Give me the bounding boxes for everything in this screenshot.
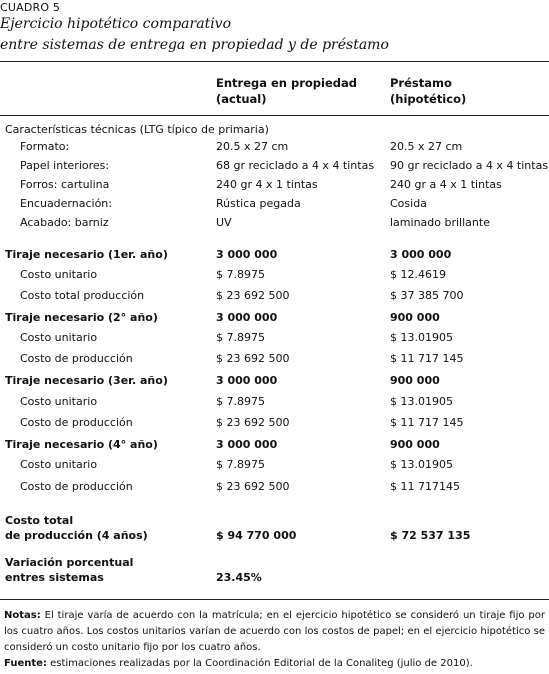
row-label: Encuadernación: [20,197,112,210]
table-row [0,413,549,433]
cell-prestamo: $ 12.4619 [390,268,446,281]
table-row [0,213,549,233]
variation-value: 23.45% [216,571,262,584]
column-header-propiedad-line-2: (actual) [216,92,267,106]
source-text: estimaciones realizadas por la Coordinación Editorial de la Conaliteg (julio de 2010). [46,658,473,669]
row-label: Costo unitario [20,395,98,408]
year-3-label: Tiraje necesario (3er. año) [5,374,168,387]
cell-prestamo: $ 11 717 145 [390,352,464,365]
bottom-rule [0,599,549,600]
total-label [5,513,148,543]
column-header-propiedad-line-1: Entrega en propiedad [216,76,357,90]
column-header-prestamo-line-2: (hipotético) [390,92,467,106]
row-label: Formato: [20,140,70,153]
table-title-line-2: entre sistemas de entrega en propiedad y de préstamo [0,37,389,53]
variation-label-line-2: entres sistemas [5,571,104,584]
cell-propiedad: $ 23 692 500 [216,480,290,493]
table-row [0,328,549,348]
variation-label-line-1: Variación porcentual [5,556,134,569]
table-row [0,265,549,285]
row-label: Costo unitario [20,331,98,344]
table-notes [4,608,545,672]
row-label: Costo de producción [20,480,133,493]
table-row [0,392,549,412]
year-1-label: Tiraje necesario (1er. año) [5,248,168,261]
table-row [0,194,549,214]
source-label: Fuente: [4,658,47,669]
table-row [0,477,549,497]
total-prestamo: $ 72 537 135 [390,529,471,542]
variation-label [5,555,133,585]
total-propiedad: $ 94 770 000 [216,529,297,542]
cell-prestamo: $ 11 717 145 [390,416,464,429]
row-label: Papel interiores: [20,159,110,172]
table-row [0,455,549,475]
year-4-label: Tiraje necesario (4° año) [5,438,158,451]
notes-label: Notas: [4,610,41,621]
year-2-propiedad: 3 000 000 [216,311,278,324]
cell-prestamo: $ 37 385 700 [390,289,464,302]
row-label: Costo total producción [20,289,145,302]
row-label: Costo unitario [20,458,98,471]
notes-text: El tiraje varía de acuerdo con la matrícula; en el ejercicio hipotético se consideró un tiraje fijo por los cuatro años. Los costos unitarios varían de acuerdo con los costos de papel; en el ejercicio hipotético se consideró un costo unitario fijo por los cuatro años. [4,610,545,653]
year-3-propiedad: 3 000 000 [216,374,278,387]
cell-propiedad: 240 gr 4 x 1 tintas [216,178,318,191]
total-label-line-1: Costo total [5,514,74,527]
cell-propiedad: $ 23 692 500 [216,416,290,429]
row-label: Costo de producción [20,416,133,429]
year-2-label: Tiraje necesario (2° año) [5,311,158,324]
cell-propiedad: $ 7.8975 [216,458,265,471]
year-1-prestamo: 3 000 000 [390,248,452,261]
tech-heading: Características técnicas (LTG típico de primaria) [5,123,269,136]
cell-prestamo: $ 11 717145 [390,480,460,493]
row-label: Acabado: barniz [20,216,109,229]
cell-prestamo: laminado brillante [390,216,490,229]
cell-prestamo: 20.5 x 27 cm [390,140,463,153]
header-rule [0,115,549,116]
cell-prestamo: 90 gr reciclado a 4 x 4 tintas [390,159,549,172]
row-label: Costo de producción [20,352,133,365]
column-header-prestamo-line-1: Préstamo [390,76,452,90]
table-title-line-1: Ejercicio hipotético comparativo [0,16,232,32]
table-row [0,286,549,306]
year-1-propiedad: 3 000 000 [216,248,278,261]
year-3-prestamo: 900 000 [390,374,440,387]
table-label: CUADRO 5 [0,1,61,14]
table-row [0,349,549,369]
year-4-row [0,435,549,455]
cell-propiedad: 68 gr reciclado a 4 x 4 tintas [216,159,375,172]
cell-prestamo: $ 13.01905 [390,395,453,408]
row-label: Costo unitario [20,268,98,281]
year-2-row [0,308,549,328]
cell-propiedad: $ 23 692 500 [216,352,290,365]
cell-propiedad: $ 7.8975 [216,395,265,408]
year-4-prestamo: 900 000 [390,438,440,451]
table-row [0,175,549,195]
top-rule [0,61,549,62]
source-paragraph [4,656,545,672]
cell-propiedad: $ 23 692 500 [216,289,290,302]
cell-propiedad: 20.5 x 27 cm [216,140,289,153]
column-header-propiedad [216,75,357,107]
cell-prestamo: 240 gr a 4 x 1 tintas [390,178,502,191]
cell-prestamo: $ 13.01905 [390,331,453,344]
year-4-propiedad: 3 000 000 [216,438,278,451]
year-3-row [0,371,549,391]
year-1-row [0,245,549,265]
table-row [0,137,549,157]
notes-paragraph [4,608,545,656]
cell-prestamo: $ 13.01905 [390,458,453,471]
column-header-prestamo [390,75,466,107]
cell-prestamo: Cosida [390,197,427,210]
cell-propiedad: $ 7.8975 [216,331,265,344]
total-label-line-2: de producción (4 años) [5,529,148,542]
cell-propiedad: $ 7.8975 [216,268,265,281]
cell-propiedad: UV [216,216,232,229]
year-2-prestamo: 900 000 [390,311,440,324]
table-row [0,156,549,176]
cell-propiedad: Rústica pegada [216,197,301,210]
row-label: Forros: cartulina [20,178,110,191]
